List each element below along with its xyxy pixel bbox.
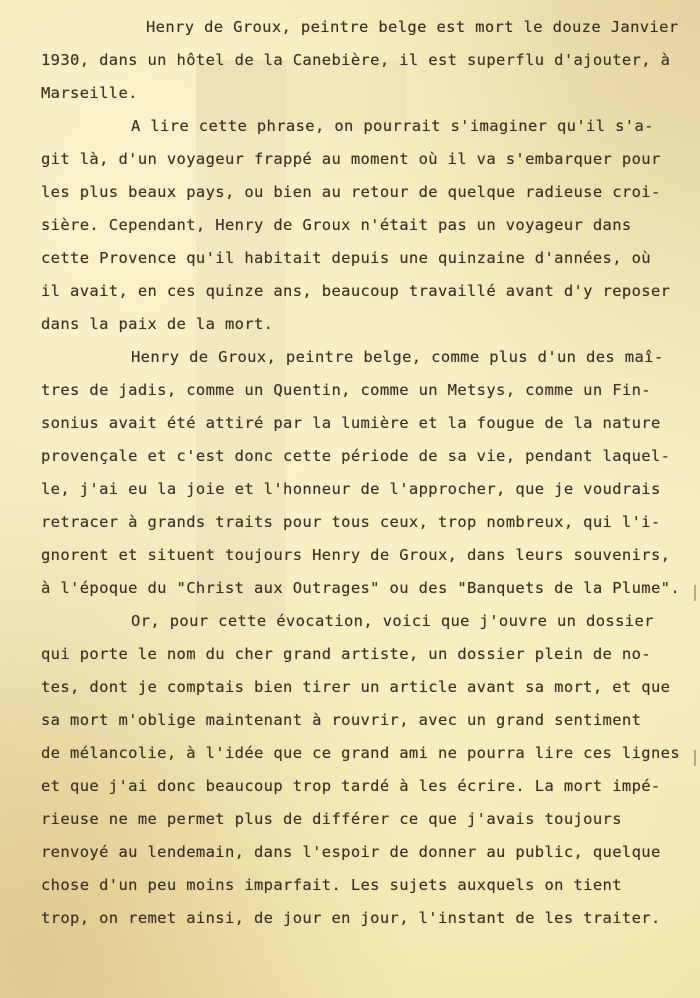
text-line: git là, d'un voyageur frappé au moment où il va s'embarquer pour [41, 150, 661, 168]
text-line: retracer à grands traits pour tous ceux, trop nombreux, qui l'i- [41, 513, 661, 531]
margin-mark [694, 750, 696, 766]
text-line: tres de jadis, comme un Quentin, comme un Metsys, comme un Fin- [41, 381, 651, 399]
text-line: dans la paix de la mort. [41, 315, 274, 333]
text-line: cette Provence qu'il habitait depuis une quinzaine d'années, où [41, 249, 651, 267]
text-line: rieuse ne me permet plus de différer ce que j'avais toujours [41, 810, 622, 828]
text-line: de mélancolie, à l'idée que ce grand ami ne pourra lire ces lignes [41, 744, 680, 762]
text-line: trop, on remet ainsi, de jour en jour, l'instant de les traiter. [41, 909, 661, 927]
text-line: à l'époque du "Christ aux Outrages" ou des "Banquets de la Plume". [41, 579, 680, 597]
text-line: sière. Cependant, Henry de Groux n'était pas un voyageur dans [41, 216, 632, 234]
margin-mark [694, 585, 696, 601]
text-line: 1930, dans un hôtel de la Canebière, il est superflu d'ajouter, à [41, 51, 671, 69]
text-line: Henry de Groux, peintre belge, comme plus d'un des maî- [131, 348, 664, 366]
text-line: provençale et c'est donc cette période de sa vie, pendant laquel- [41, 447, 671, 465]
text-line: Henry de Groux, peintre belge est mort le douze Janvier [146, 18, 679, 36]
text-line: Or, pour cette évocation, voici que j'ouvre un dossier [131, 612, 654, 630]
text-line: qui porte le nom du cher grand artiste, un dossier plein de no- [41, 645, 651, 663]
text-line: sonius avait été attiré par la lumière et la fougue de la nature [41, 414, 661, 432]
text-line: il avait, en ces quinze ans, beaucoup travaillé avant d'y reposer [41, 282, 671, 300]
text-line: A lire cette phrase, on pourrait s'imaginer qu'il s'a- [131, 117, 654, 135]
text-line: Marseille. [41, 84, 138, 102]
text-line: sa mort m'oblige maintenant à rouvrir, avec un grand sentiment [41, 711, 642, 729]
text-line: gnorent et situent toujours Henry de Groux, dans leurs souvenirs, [41, 546, 671, 564]
text-line: le, j'ai eu la joie et l'honneur de l'approcher, que je voudrais [41, 480, 661, 498]
text-line: et que j'ai donc beaucoup trop tardé à les écrire. La mort impé- [41, 777, 661, 795]
text-line: tes, dont je comptais bien tirer un article avant sa mort, et que [41, 678, 671, 696]
text-line: chose d'un peu moins imparfait. Les sujets auxquels on tient [41, 876, 622, 894]
text-line: les plus beaux pays, ou bien au retour de quelque radieuse croi- [41, 183, 661, 201]
text-line: renvoyé au lendemain, dans l'espoir de donner au public, quelque [41, 843, 661, 861]
